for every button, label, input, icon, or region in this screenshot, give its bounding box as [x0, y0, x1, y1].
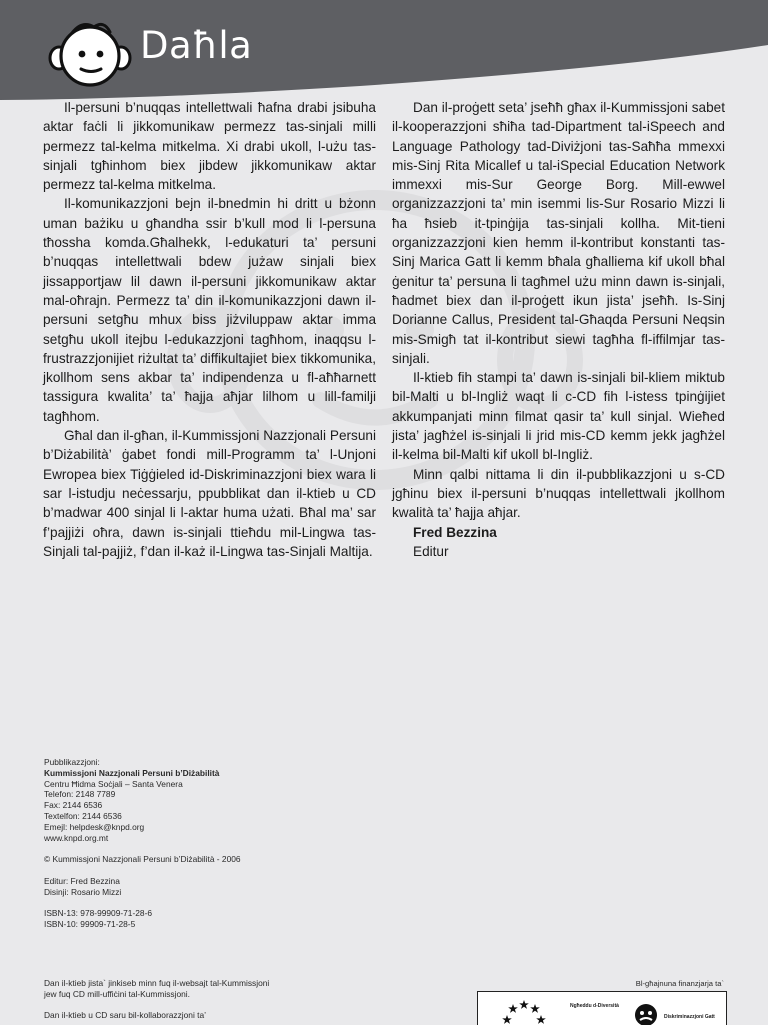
- paragraph: Il-persuni b’nuqqas intellettwali ħafna drabi jsibuha aktar faċli li jikkomunikaw permezz tas-sinjali milli permezz tal-kelma mitkelma. Xi drabi ukoll, l-użu tas-sinjali tgħinhom biex jibdew jikkomunikaw aktar permezz tal-kelma mitkelma.: [43, 100, 376, 193]
- funding-logos-box: [477, 991, 727, 1025]
- phone-number: Telefon: 2148 7789: [44, 789, 116, 800]
- editor-credit: Editur: Fred Bezzina: [44, 875, 120, 886]
- imprint-block: [44, 757, 364, 930]
- availability-note: [44, 978, 374, 1021]
- intro-right-column: [392, 98, 725, 561]
- isbn-10: ISBN-10: 99909-71-28-5: [44, 918, 136, 929]
- smiley-face-logo-icon: [44, 16, 136, 88]
- collaboration-line: Dan il-ktieb u CD saru bil-kollaborazzjoni ta’: [44, 1010, 206, 1021]
- anti-discrimination-logo-icon: [632, 1001, 660, 1025]
- eu-stars-icon: [494, 998, 554, 1025]
- website-url: www.knpd.org.mt: [44, 832, 109, 843]
- paragraph: Għal dan il-għan, il-Kummissjoni Nazzjonali Persuni b’Diżabilità’ ġabet fondi mill-Programm ta’ l-Unjoni Ewropea biex Tiġġieled id-Diskriminazzjoni biex wara li sar l-istudju neċessarju, ppubblikat dan il-ktieb u CD b’madwar 400 sinjal li l-aktar huma użati. Bħal ma’ sar f’pajjiżi oħra, dawn is-sinjali ttieħdu mil-Lingwa tas-Sinjali tal-pajjiż, f’dan il-każ il-Lingwa tas-Sinjali Maltija.: [43, 428, 376, 559]
- discrimination-logo-text: Diskriminazzjoni Gatt: [664, 1014, 715, 1020]
- availability-line: Dan il-ktieb jista` jinkiseb minn fuq il-websajt tal-Kummissjoni: [44, 978, 270, 988]
- publisher-name: Kummissjoni Nazzjonali Persuni b’Diżabilità: [44, 767, 220, 778]
- signature-role: Editur: [413, 543, 449, 559]
- diversity-logo-text: Ngħeddu d-Diversità: [570, 1003, 619, 1009]
- paragraph: Minn qalbi nittama li din il-pubblikazzjoni u s-CD jgħinu biex il-persuni b’nuqqas intellettwali jkollhom kwalità ta’ ħajja aħjar.: [392, 466, 725, 521]
- isbn-13: ISBN-13: 978-99909-71-28-6: [44, 908, 153, 919]
- paragraph: Il-ktieb fih stampi ta’ dawn is-sinjali bil-kliem miktub bil-Malti u bl-Ingliż waqt li c-CD fih l-istess tpinġijiet akkumpanjati minn filmat qasir ta’ kull sinjal. Wieħed jista’ jagħżel is-sinjali li jrid mis-CD kemm jekk jagħżel il-kelma bil-Malti kif ukoll bl-Ingliż.: [392, 370, 725, 463]
- brand-title: Daħla: [140, 24, 253, 67]
- designer-credit: Disinji: Rosario Mizzi: [44, 886, 122, 897]
- email-address: Emejl: helpdesk@knpd.org: [44, 821, 145, 832]
- paragraph: Il-komunikazzjoni bejn il-bnedmin hi dritt u bżonn uman bażiku u għandha ssir b’kull mod li l-persuna tħossha komda.Għalhekk, l-edukaturi ta’ persuni b’nuqqas intellettwali bdew jużaw sinjali biex jissapportjaw lil dawn il-persuni jikkomunikaw aktar mal-oħrajn. Permezz ta’ din il-komunikazzjoni dawn il-persuni setgħu mhux biss jiżviluppaw aktar imma setgħu ukoll itejbu l-edukazzjoni tagħhom, inaqqsu l-frustrazzjonijiet riżultat ta’ diffikultajiet biex tikkomunika, jkollhom sens akbar ta’ indipendenza u fl-aħħarnett tassigura kwalita’ ta’ ħajja aħjar lilhom u lill-familji tagħhom.: [43, 196, 376, 424]
- fax-number: Fax: 2144 6536: [44, 800, 103, 811]
- availability-line: jew fuq CD mill-uffiċini tal-Kummissjoni.: [44, 988, 190, 999]
- textphone-number: Textelfon: 2144 6536: [44, 810, 122, 821]
- signature-name: Fred Bezzina: [413, 524, 497, 540]
- intro-left-column: [43, 98, 376, 561]
- publisher-address: Centru Ħidma Soċjali – Santa Venera: [44, 778, 183, 789]
- imprint-label: Pubblikazzjoni:: [44, 757, 100, 767]
- funding-note: Bl-għajnuna finanzjarja ta`: [635, 979, 724, 988]
- paragraph: Dan il-proġett seta’ jseħħ għax il-Kummissjoni sabet il-kooperazzjoni sħiħa tad-Dipartment tal-iSpeech and Language Pathology tad-Diviżjoni tas-Saħħa mmexxi mis-Sinj Rita Micallef u tal-iSpecial Education Network immexxi mis-Sur George Borg. Mill-ewwel organizzazzjoni ta’ min isemmi lis-Sur Rosario Mizzi li ħa ħsieb it-tpinġija tas-sinjali kollha. Mit-tieni organizzazzjoni kien hemm il-kontribut konstanti tas-Sinj Marica Gatt li kemm bħala għalliema kif ukoll bħal ġenitur ta’ persuna li tagħmel użu minn dawn is-sinjali, ħadmet biex dan il-proġett ikun jista’ jseħħ. Is-Sinj Dorianne Callus, President tal-Għaqda Persuni Neqsin mis-Smigħ tat il-kontribut siewi tagħha fl-iffilmjar tas-sinjali.: [392, 100, 725, 366]
- copyright-notice: © Kummissjoni Nazzjonali Persuni b’Diżabilità - 2006: [44, 854, 241, 865]
